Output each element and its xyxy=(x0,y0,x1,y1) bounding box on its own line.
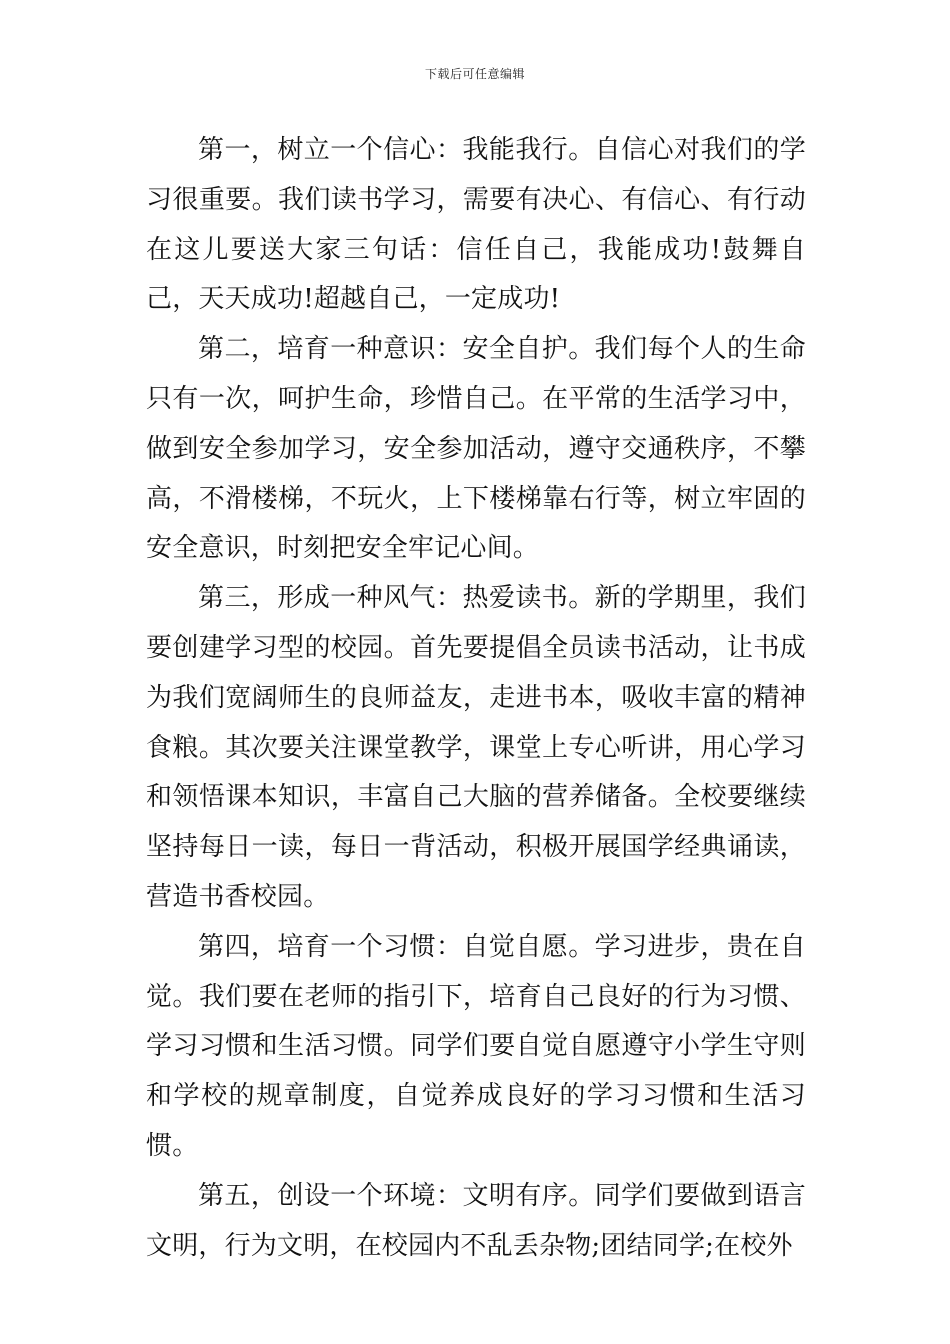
paragraph-3: 第三，形成一种风气：热爱读书。新的学期里，我们要创建学习型的校园。首先要提倡全员读书活动，让书成为我们宽阔师生的良师益友，走进书本，吸收丰富的精神食粮。其次要关注课堂教学，课堂上专心听讲，用心学习和领悟课本知识，丰富自己大脑的营养储备。全校要继续坚持每日一读，每日一背活动，积极开展国学经典诵读，营造书香校园。 xyxy=(146,583,806,912)
paragraph-2: 第二，培育一种意识：安全自护。我们每个人的生命只有一次，呵护生命，珍惜自己。在平常的生活学习中，做到安全参加学习，安全参加活动，遵守交通秩序，不攀高，不滑楼梯，不玩火，上下楼梯靠右行等，树立牢固的安全意识，时刻把安全牢记心间。 xyxy=(146,334,806,564)
paragraph-5: 第五，创设一个环境：文明有序。同学们要做到语言文明，行为文明，在校园内不乱丢杂物;团结同学;在校外 xyxy=(146,1180,806,1261)
paragraph-4: 第四，培育一个习惯：自觉自愿。学习进步，贵在自觉。我们要在老师的指引下，培育自己良好的行为习惯、学习习惯和生活习惯。同学们要自觉自愿遵守小学生守则和学校的规章制度，自觉养成良好的学习习惯和生活习惯。 xyxy=(146,931,806,1161)
body-text xyxy=(146,126,806,1271)
header-note: 下载后可任意编辑 xyxy=(424,67,525,81)
paragraph-1: 第一，树立一个信心：我能我行。自信心对我们的学习很重要。我们读书学习，需要有决心、有信心、有行动在这儿要送大家三句话：信任自己，我能成功!鼓舞自己，天天成功!超越自己，一定成功! xyxy=(146,135,806,315)
